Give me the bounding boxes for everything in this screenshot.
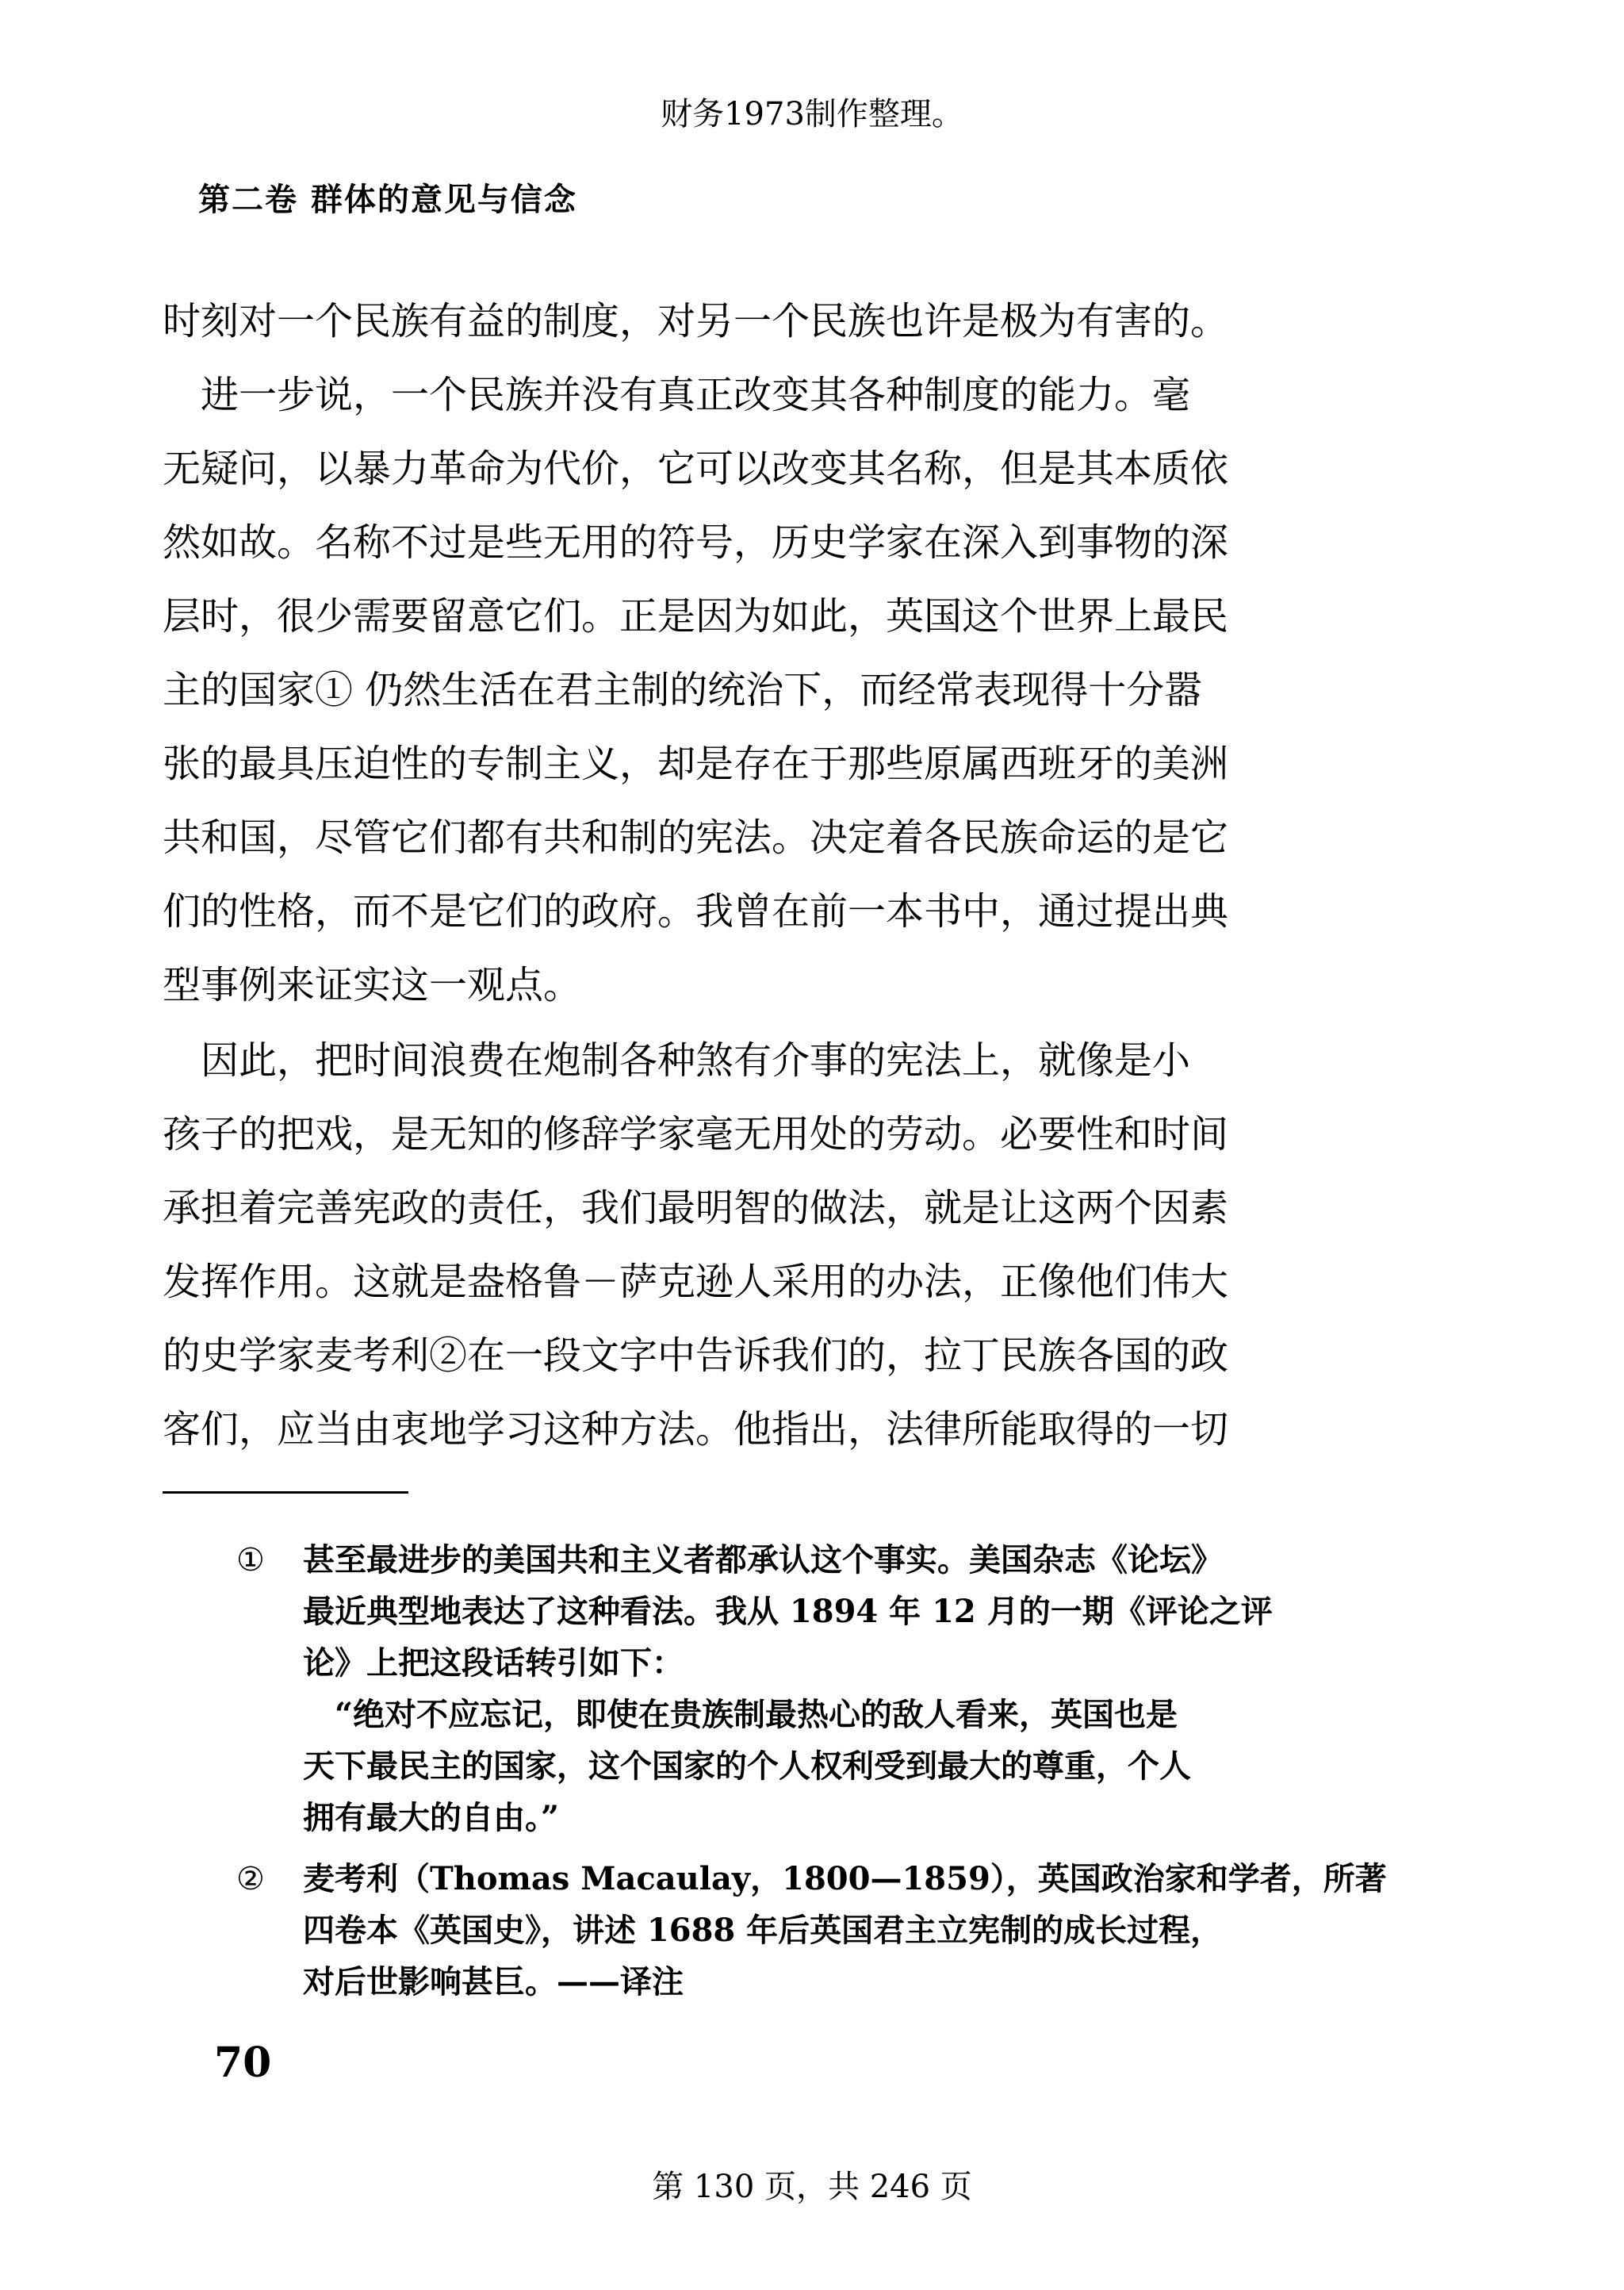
running-header: 第二卷 群体的意见与信念 xyxy=(198,181,577,218)
body-line: 们的性格，而不是它们的政府。我曾在前一本书中，通过提出典 xyxy=(163,889,1229,934)
body-line: 共和国，尽管它们都有共和制的宪法。决定着各民族命运的是它 xyxy=(163,815,1229,860)
watermark-text: 财务1973制作整理。 xyxy=(661,96,963,132)
body-line: 进一步说，一个民族并没有真正改变其各种制度的能力。毫 xyxy=(163,373,1191,417)
footnote-line: 天下最民主的国家，这个国家的个人权利受到最大的尊重，个人 xyxy=(303,1747,1191,1785)
footnote-line: 拥有最大的自由。” xyxy=(303,1799,560,1836)
body-line: 因此，把时间浪费在炮制各种煞有介事的宪法上，就像是小 xyxy=(163,1038,1191,1083)
footnote-line: 甚至最进步的美国共和主义者都承认这个事实。美国杂志《论坛》 xyxy=(303,1541,1223,1578)
page-counter-footer: 第 130 页，共 246 页 xyxy=(652,2169,972,2205)
body-line: 型事例来证实这一观点。 xyxy=(163,963,582,1007)
footnote-line: “绝对不应忘记，即使在贵族制最热心的敌人看来，英国也是 xyxy=(303,1696,1178,1733)
footnote-divider xyxy=(163,1491,408,1494)
body-line: 的史学家麦考利②在一段文字中告诉我们的，拉丁民族各国的政 xyxy=(163,1333,1229,1378)
footnote-line: 论》上把这段话转引如下： xyxy=(303,1644,684,1682)
page-number: 70 xyxy=(214,2039,272,2087)
footnote-line: 麦考利（Thomas Macaulay，1800—1859），英国政治家和学者，所著 xyxy=(303,1860,1387,1897)
body-line: 无疑问，以暴力革命为代价，它可以改变其名称，但是其本质依 xyxy=(163,447,1229,491)
body-line: 发挥作用。这就是盎格鲁－萨克逊人采用的办法，正像他们伟大 xyxy=(163,1260,1229,1304)
body-line: 时刻对一个民族有益的制度，对另一个民族也许是极为有害的。 xyxy=(163,299,1229,343)
body-line: 张的最具压迫性的专制主义，却是存在于那些原属西班牙的美洲 xyxy=(163,742,1229,786)
body-line: 主的国家① 仍然生活在君主制的统治下，而经常表现得十分嚣 xyxy=(163,668,1203,712)
body-line: 承担着完善宪政的责任，我们最明智的做法，就是让这两个因素 xyxy=(163,1186,1229,1230)
body-line: 层时，很少需要留意它们。正是因为如此，英国这个世界上最民 xyxy=(163,594,1229,639)
footnote-line: 四卷本《英国史》，讲述 1688 年后英国君主立宪制的成长过程， xyxy=(303,1912,1223,1949)
body-line: 客们，应当由衷地学习这种方法。他指出，法律所能取得的一切 xyxy=(163,1407,1229,1452)
footnote-marker: ② xyxy=(236,1861,265,1897)
body-line: 然如故。名称不过是些无用的符号，历史学家在深入到事物的深 xyxy=(163,520,1229,565)
footnote-line: 最近典型地表达了这种看法。我从 1894 年 12 月的一期《评论之评 xyxy=(303,1593,1273,1630)
footnote-line: 对后世影响甚巨。——译注 xyxy=(303,1963,684,2000)
body-line: 孩子的把戏，是无知的修辞学家毫无用处的劳动。必要性和时间 xyxy=(163,1112,1229,1157)
footnote-marker: ① xyxy=(236,1542,265,1578)
